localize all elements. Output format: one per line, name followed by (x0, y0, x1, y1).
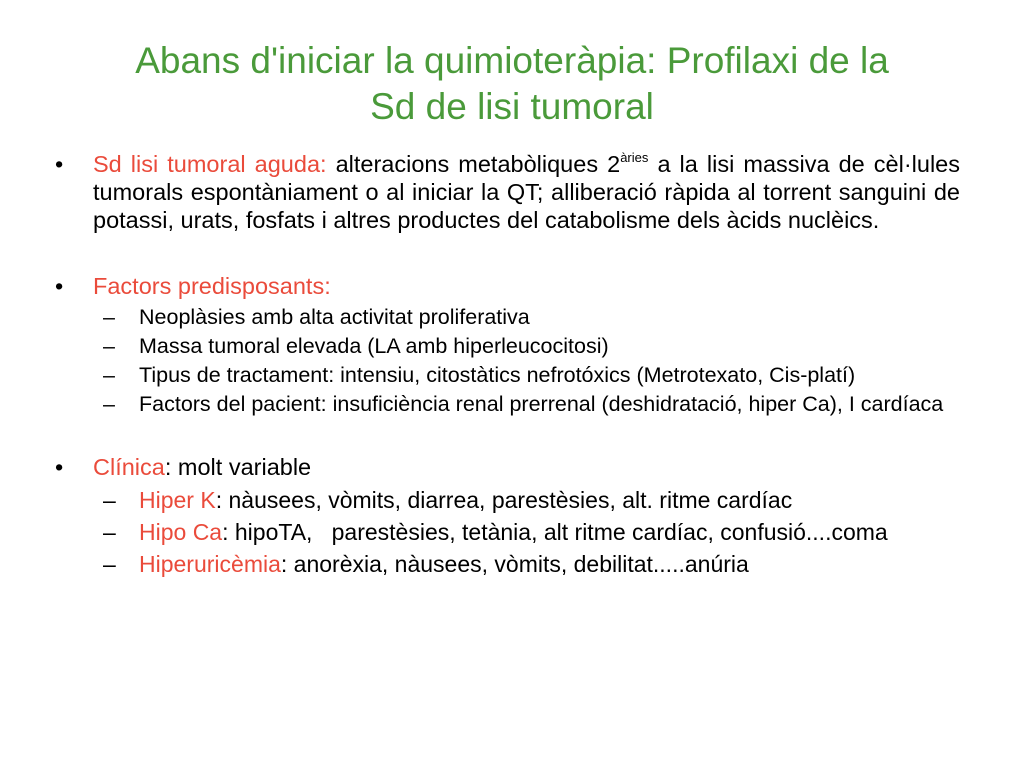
dash-mark: – (103, 334, 115, 358)
dash-mark: – (103, 519, 116, 545)
bullet-predisposing-factors (55, 272, 960, 300)
dash-mark: – (103, 305, 115, 329)
slide-title-line-2: Sd de lisi tumoral (370, 86, 654, 127)
sub-item-lead: Hipo Ca (139, 519, 223, 545)
sub-item (55, 487, 960, 513)
sub-item (55, 363, 960, 387)
bullet-text: a la lisi massiva de cèl·lules tumorals espontàniament o al iniciar la QT; alliberació ràpida al torrent sanguini de potassi, urats, fosfats i altres productes del catabolisme dels àcids nuclèics. (93, 151, 960, 233)
dash-mark: – (103, 551, 116, 577)
bullet-clinical (55, 453, 960, 481)
slide-title (60, 38, 964, 130)
dash-mark: – (103, 363, 115, 387)
sub-item-lead: Hiperuricèmia (139, 551, 281, 577)
bullet-lead: Factors predisposants: (93, 273, 331, 299)
sub-item-text: : anorèxia, nàusees, vòmits, debilitat.....anúria (280, 551, 749, 577)
bullet-mark: • (55, 454, 64, 480)
sub-item (55, 519, 960, 545)
sub-item (55, 392, 960, 416)
sub-item (55, 334, 960, 358)
slide-content (55, 150, 960, 577)
dash-mark: – (103, 487, 116, 513)
sub-item-text: : hipoTA, parestèsies, tetània, alt ritme cardíac, confusió....coma (222, 519, 888, 545)
sub-item-lead: Hiper K (139, 487, 216, 513)
sub-item (55, 305, 960, 329)
bullet-text: : molt variable (164, 454, 312, 480)
sub-item-text: Neoplàsies amb alta activitat proliferativa (139, 305, 530, 329)
sub-item-text: Factors del pacient: insuficiència renal prerrenal (deshidratació, hiper Ca), I cardíaca (139, 392, 944, 416)
bullet-lead: Clínica (93, 454, 165, 480)
dash-mark: – (103, 392, 115, 416)
bullet-text: alteracions metabòliques 2 (326, 151, 621, 177)
sub-item-text: Massa tumoral elevada (LA amb hiperleucocitosi) (139, 334, 609, 358)
sub-item-text: : nàusees, vòmits, diarrea, parestèsies, alt. ritme cardíac (215, 487, 793, 513)
bullet-mark: • (55, 273, 64, 299)
spacer (55, 234, 960, 272)
bullet-lysis-definition (55, 150, 960, 234)
bullet-mark: • (55, 151, 64, 177)
bullet-lead: Sd lisi tumoral aguda: (93, 151, 327, 177)
spacer (55, 416, 960, 453)
superscript: àries (620, 150, 649, 165)
slide-title-line-1: Abans d'iniciar la quimioteràpia: Profilaxi de la (135, 40, 889, 81)
sub-item (55, 551, 960, 577)
sub-item-text: Tipus de tractament: intensiu, citostàtics nefrotóxics (Metrotexato, Cis-platí) (139, 363, 856, 387)
